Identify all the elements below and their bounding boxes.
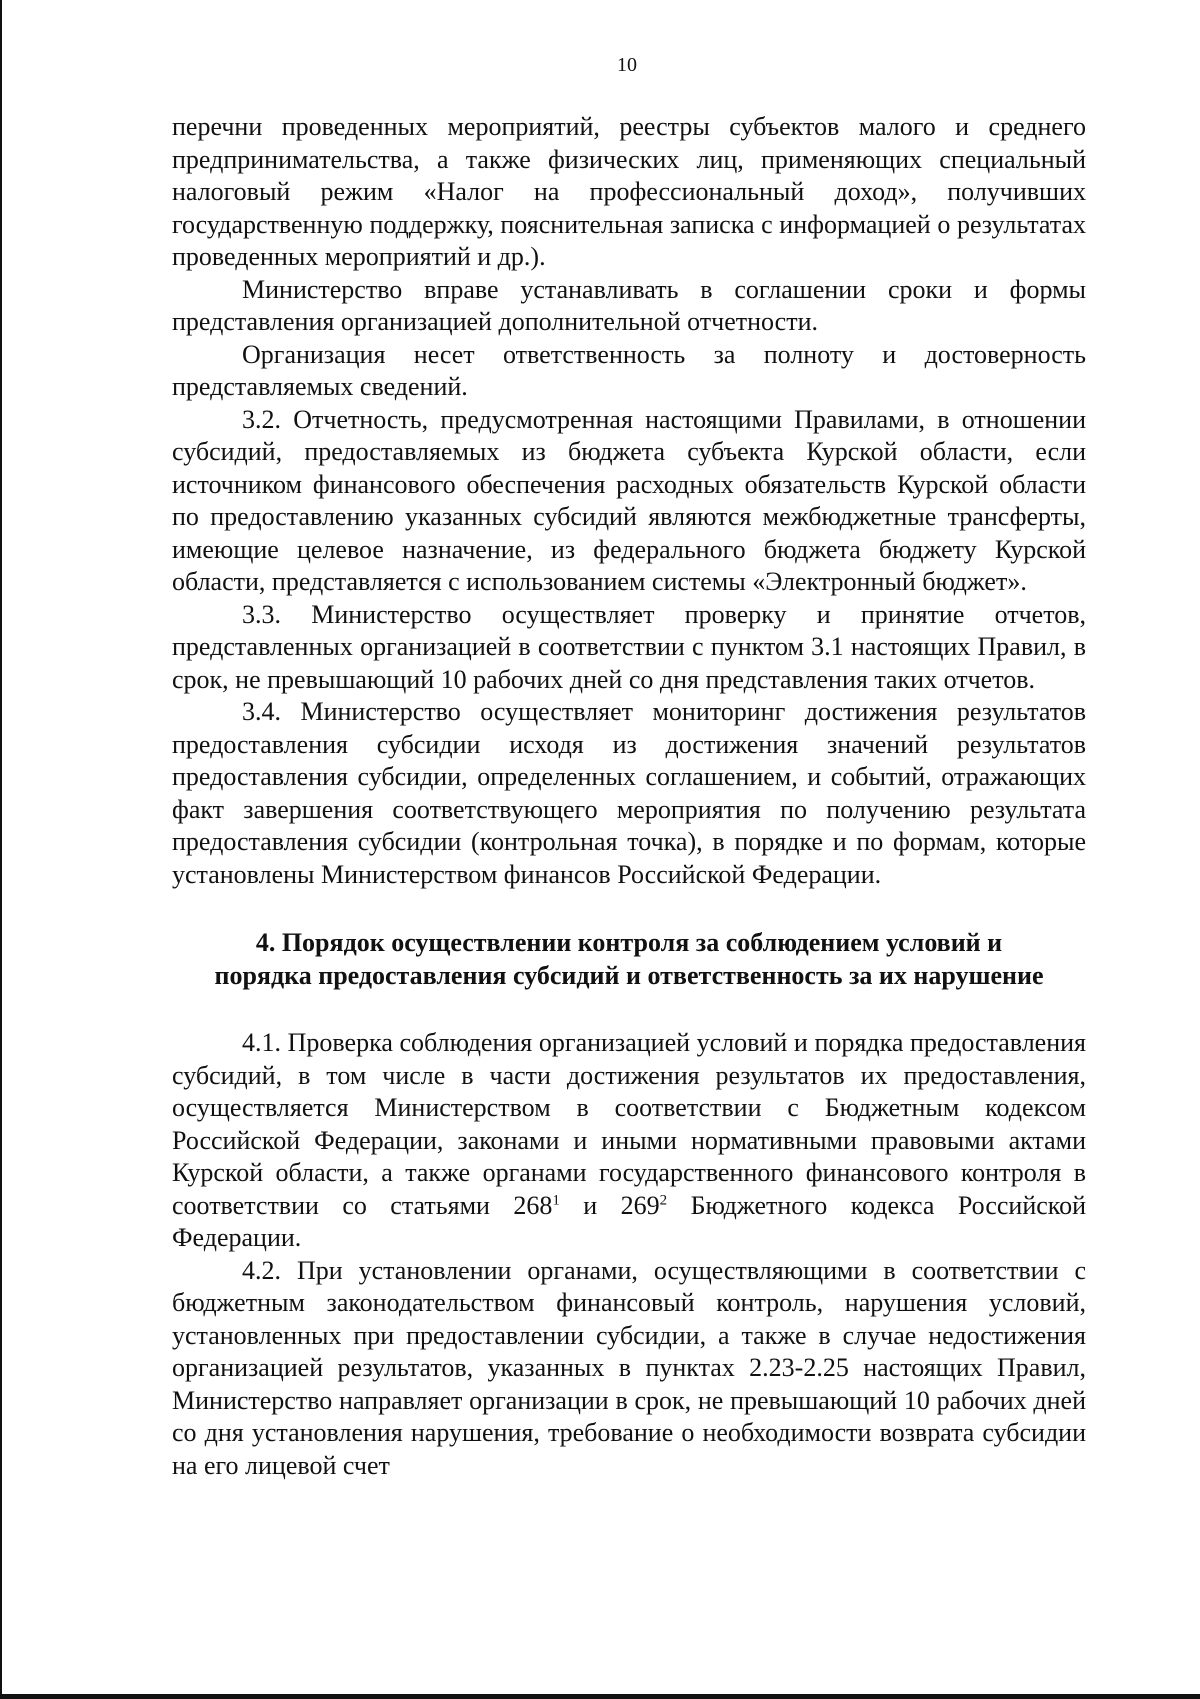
paragraph-4-2: 4.2. При установлении органами, осуществляющими в соответствии с бюджетным законодательством финансовый контроль, нарушения условий, установленных при предоставлении субсидии, а также в случае недостижения организацией результатов, указанных в пунктах 2.23-2.25 настоящих Правил, Министерство направляет организации в срок, не превышающий 10 рабочих дней со дня установления нарушения, требование о необходимости возврата субсидии на его лицевой счет (172, 1255, 1086, 1480)
paragraph: 3.2. Отчетность, предусмотренная настоящими Правилами, в отношении субсидий, предоставляемых из бюджета субъекта Курской области, если источником финансового обеспечения расходных обязательств Курской области по предоставлению указанных субсидий являются межбюджетные трансферты, имеющие целевое назначение, из федерального бюджета бюджету Курской области, представляется с использованием системы «Электронный бюджет». (172, 404, 1086, 596)
paragraphs-before-heading (172, 111, 1086, 891)
section-heading-line-2: порядка предоставления субсидий и ответственность за их нарушение (214, 960, 1044, 990)
page-number: 10 (617, 54, 637, 76)
document-body (172, 111, 1086, 1482)
paragraph-4-1-text-b: и 269 (559, 1190, 660, 1220)
section-heading-line-1: 4. Порядок осуществлении контроля за соблюдением условий и (255, 928, 1003, 957)
paragraph-4-1-text-c: Бюджетного кодекса Российской Федерации. (172, 1190, 1087, 1252)
paragraph: Министерство вправе устанавливать в соглашении сроки и формы представления организацией дополнительной отчетности. (172, 274, 1086, 336)
paragraph-4-1-text-a: 4.1. Проверка соблюдения организацией условий и порядка предоставления субсидий, в том числе в части достижения результатов их предоставления, осуществляется Министерством в соответствии с Бюджетным кодексом Российской Федерации, законами и иными нормативными правовыми актами Курской области, а также органами государственного финансового контроля в соответствии со статьями 268 (172, 1028, 1086, 1220)
scan-edge-bottom (0, 1694, 1200, 1699)
paragraph: Организация несет ответственность за полноту и достоверность представляемых сведений. (172, 339, 1086, 401)
superscript-article-268: 1 (552, 1191, 560, 1208)
paragraph: перечни проведенных мероприятий, реестры субъектов малого и среднего предпринимательства, а также физических лиц, применяющих специальный налоговый режим «Налог на профессиональный доход», получивших государственную поддержку, пояснительная записка с информацией о результатах проведенных мероприятий и др.). (172, 112, 1086, 271)
superscript-article-269: 2 (659, 1191, 668, 1208)
paragraph: 3.4. Министерство осуществляет мониторинг достижения результатов предоставления субсидии исходя из достижения значений результатов предоставления субсидии, определенных соглашением, и событий, отражающих факт завершения соответствующего мероприятия по получению результата предоставления субсидии (контрольная точка), в порядке и по формам, которые установлены Министерством финансов Российской Федерации. (172, 697, 1086, 889)
scan-edge-left (0, 0, 2, 1699)
paragraph-4-1 (172, 1027, 1086, 1255)
section-heading (172, 927, 1086, 992)
paragraph: 3.3. Министерство осуществляет проверку и принятие отчетов, представленных организацией в соответствии с пунктом 3.1 настоящих Правил, в срок, не превышающий 10 рабочих дней со дня представления таких отчетов. (172, 599, 1086, 694)
